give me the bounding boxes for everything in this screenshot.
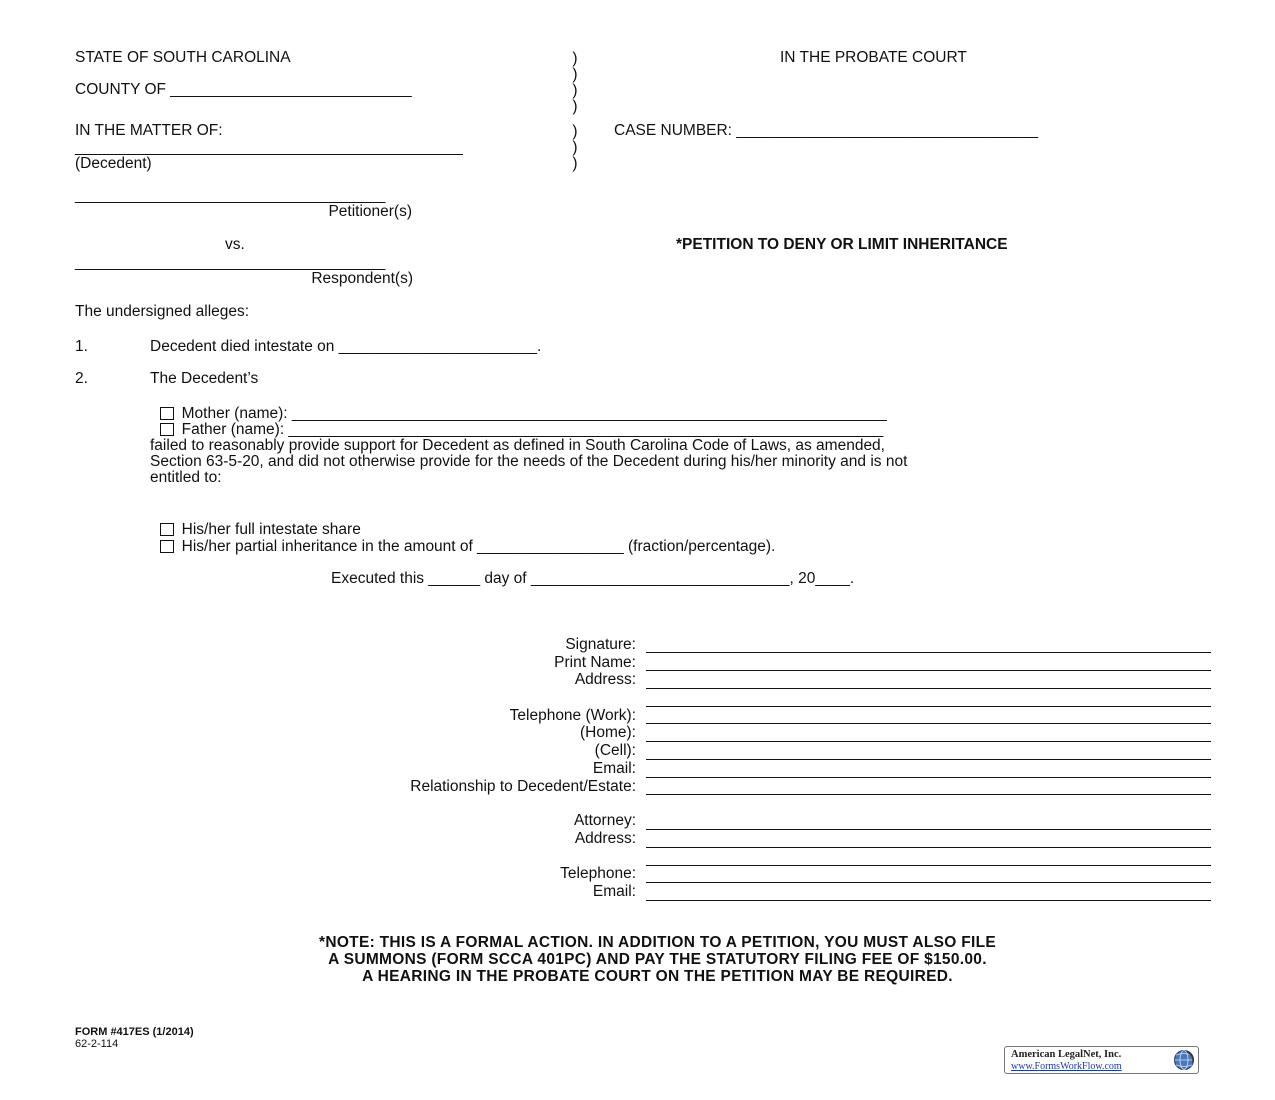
mother-name-field[interactable]: Mother (name): _____________________________________________________________________ — [181, 405, 887, 422]
partial-share-field[interactable]: His/her partial inheritance in the amount of _________________ (fraction/percentage). — [181, 538, 776, 555]
petition-title: *PETITION TO DENY OR LIMIT INHERITANCE — [676, 236, 1008, 253]
father-checkbox[interactable] — [160, 423, 174, 436]
attorney-address-label: Address: — [574, 830, 636, 847]
father-name-field[interactable]: Father (name): _____________________________________________________________________ — [181, 421, 884, 438]
attorney-telephone-line[interactable] — [646, 882, 1211, 883]
in-matter-label: IN THE MATTER OF: — [75, 122, 223, 139]
attorney-telephone-label: Telephone: — [560, 865, 636, 882]
form-number: FORM #417ES (1/2014) — [75, 1026, 194, 1038]
address-line-2[interactable] — [646, 706, 1211, 707]
caption-paren: ) — [572, 123, 578, 140]
petitioner-label: Petitioner(s) — [328, 203, 412, 220]
address-line[interactable] — [646, 688, 1211, 689]
caption-paren: ) — [572, 155, 578, 172]
print-name-line[interactable] — [646, 670, 1211, 671]
note-line-3: A HEARING IN THE PROBATE COURT ON THE PETITION MAY BE REQUIRED. — [362, 968, 953, 985]
attorney-email-label: Email: — [592, 883, 636, 900]
relationship-line[interactable] — [646, 794, 1211, 795]
print-name-label: Print Name: — [554, 654, 636, 671]
failed-text-line-3: entitled to: — [150, 469, 222, 486]
relationship-label: Relationship to Decedent/Estate: — [410, 778, 636, 795]
note-line-1: *NOTE: THIS IS A FORMAL ACTION. IN ADDITION TO A PETITION, YOU MUST ALSO FILE — [319, 934, 996, 951]
decedent-name-line[interactable]: _____________________________________________ — [75, 139, 463, 156]
death-date-field[interactable]: Decedent died intestate on _______________________. — [150, 338, 542, 355]
petitioner-line[interactable]: ____________________________________ — [75, 187, 386, 204]
signature-line[interactable] — [646, 652, 1211, 653]
court-label: IN THE PROBATE COURT — [780, 49, 967, 66]
logo-url[interactable]: www.FormsWorkFlow.com — [1011, 1061, 1122, 1072]
attorney-address-line-2[interactable] — [646, 865, 1211, 866]
intro-text: The undersigned alleges: — [75, 303, 250, 320]
item-2-label: The Decedent’s — [150, 370, 259, 387]
email-label: Email: — [592, 760, 636, 777]
attorney-address-line[interactable] — [646, 847, 1211, 848]
state-label: STATE OF SOUTH CAROLINA — [75, 49, 291, 66]
vs-label: vs. — [225, 236, 245, 253]
attorney-label: Attorney: — [573, 812, 636, 829]
caption-paren: ) — [572, 50, 578, 67]
respondent-label: Respondent(s) — [311, 270, 413, 287]
email-line[interactable] — [646, 777, 1211, 778]
attorney-line[interactable] — [646, 829, 1211, 830]
attorney-email-line[interactable] — [646, 900, 1211, 901]
caption-paren: ) — [572, 139, 578, 156]
item-1-number: 1. — [75, 338, 88, 355]
case-number-field[interactable]: CASE NUMBER: ___________________________________ — [614, 122, 1039, 139]
caption-paren: ) — [572, 98, 578, 115]
telephone-work-line[interactable] — [646, 723, 1211, 724]
caption-paren: ) — [572, 66, 578, 83]
full-share-label: His/her full intestate share — [181, 521, 361, 538]
decedent-label: (Decedent) — [75, 155, 152, 172]
item-2-number: 2. — [75, 370, 88, 387]
statute-number: 62-2-114 — [75, 1038, 119, 1050]
globe-icon — [1173, 1049, 1195, 1071]
note-line-2: A SUMMONS (FORM SCCA 401PC) AND PAY THE STATUTORY FILING FEE OF $150.00. — [328, 951, 987, 968]
address-label: Address: — [574, 671, 636, 688]
failed-text-line-2: Section 63-5-20, and did not otherwise provide for the needs of the Decedent during his/her minority and is not — [150, 453, 908, 470]
county-label: COUNTY OF ____________________________ — [75, 81, 412, 98]
respondent-line[interactable]: ____________________________________ — [75, 254, 386, 271]
failed-text-line-1: failed to reasonably provide support for Decedent as defined in South Carolina Code of Laws, as amended, — [150, 437, 885, 454]
caption-paren: ) — [572, 82, 578, 99]
signature-label: Signature: — [565, 636, 636, 653]
logo-name: American LegalNet, Inc. — [1011, 1049, 1122, 1060]
father-option[interactable] — [151, 403, 883, 439]
partial-share-option[interactable] — [151, 520, 775, 556]
telephone-cell-line[interactable] — [646, 759, 1211, 760]
telephone-cell-label: (Cell): — [594, 742, 636, 759]
telephone-home-label: (Home): — [580, 724, 636, 741]
executed-field[interactable]: Executed this ______ day of ______________________________, 20____. — [331, 570, 855, 587]
telephone-work-label: Telephone (Work): — [509, 707, 636, 724]
partial-share-checkbox[interactable] — [160, 540, 174, 553]
american-legalnet-logo[interactable] — [1004, 1046, 1199, 1074]
telephone-home-line[interactable] — [646, 741, 1211, 742]
